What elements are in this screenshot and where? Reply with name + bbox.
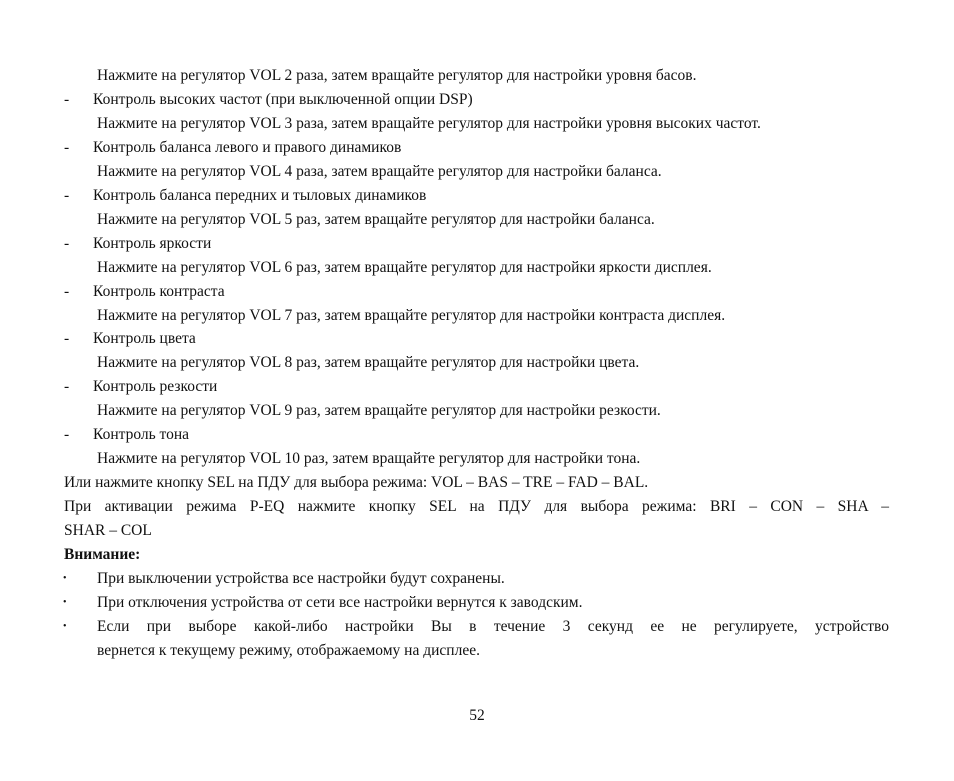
dash-marker: - bbox=[64, 235, 70, 252]
peq-paragraph-line-2: SHAR – COL bbox=[64, 522, 152, 539]
instruction-treble: Нажмите на регулятор VOL 3 раза, затем вращайте регулятор для настройки уровня высоких частот. bbox=[97, 115, 761, 132]
attention-heading: Внимание: bbox=[64, 546, 141, 563]
instruction-color: Нажмите на регулятор VOL 8 раз, затем вращайте регулятор для настройки цвета. bbox=[97, 354, 640, 371]
instruction-brightness: Нажмите на регулятор VOL 6 раз, затем вращайте регулятор для настройки яркости дисплея. bbox=[97, 259, 712, 276]
instruction-tone: Нажмите на регулятор VOL 10 раз, затем вращайте регулятор для настройки тона. bbox=[97, 450, 641, 467]
instruction-bass: Нажмите на регулятор VOL 2 раза, затем вращайте регулятор для настройки уровня басов. bbox=[97, 67, 697, 84]
dash-marker: - bbox=[64, 187, 70, 204]
dash-marker: - bbox=[64, 330, 70, 347]
bullet-icon: • bbox=[63, 621, 67, 632]
control-title-contrast: Контроль контраста bbox=[93, 283, 225, 300]
bullet-icon: • bbox=[63, 573, 67, 584]
peq-paragraph-line-1: При активации режима P-EQ нажмите кнопку SEL на ПДУ для выбора режима: BRI – CON – SHA – bbox=[64, 498, 889, 515]
note-timeout-line-2: вернется к текущему режиму, отображаемому на дисплее. bbox=[97, 642, 480, 659]
dash-marker: - bbox=[64, 426, 70, 443]
sel-mode-paragraph: Или нажмите кнопку SEL на ПДУ для выбора режима: VOL – BAS – TRE – FAD – BAL. bbox=[64, 474, 649, 491]
control-title-tone: Контроль тона bbox=[93, 426, 190, 443]
control-title-balance-lr: Контроль баланса левого и правого динамиков bbox=[93, 139, 402, 156]
instruction-contrast: Нажмите на регулятор VOL 7 раз, затем вращайте регулятор для настройки контраста дисплея. bbox=[97, 307, 726, 324]
control-title-balance-fr: Контроль баланса передних и тыловых динамиков bbox=[93, 187, 427, 204]
dash-marker: - bbox=[64, 139, 70, 156]
control-title-treble: Контроль высоких частот (при выключенной опции DSP) bbox=[93, 91, 473, 108]
instruction-sharpness: Нажмите на регулятор VOL 9 раз, затем вращайте регулятор для настройки резкости. bbox=[97, 402, 661, 419]
instruction-balance-fr: Нажмите на регулятор VOL 5 раз, затем вращайте регулятор для настройки баланса. bbox=[97, 211, 655, 228]
control-title-color: Контроль цвета bbox=[93, 330, 196, 347]
note-settings-saved: При выключении устройства все настройки будут сохранены. bbox=[97, 570, 505, 587]
page-number: 52 bbox=[469, 707, 485, 724]
control-title-sharpness: Контроль резкости bbox=[93, 378, 218, 395]
note-timeout-line-1: Если при выборе какой-либо настройки Вы в течение 3 секунд ее не регулируете, устройство bbox=[97, 618, 889, 635]
dash-marker: - bbox=[64, 378, 70, 395]
bullet-icon: • bbox=[63, 597, 67, 608]
dash-marker: - bbox=[64, 283, 70, 300]
control-title-brightness: Контроль яркости bbox=[93, 235, 212, 252]
instruction-balance-lr: Нажмите на регулятор VOL 4 раза, затем вращайте регулятор для настройки баланса. bbox=[97, 163, 662, 180]
note-factory-reset: При отключения устройства от сети все настройки вернутся к заводским. bbox=[97, 594, 583, 611]
dash-marker: - bbox=[64, 91, 70, 108]
